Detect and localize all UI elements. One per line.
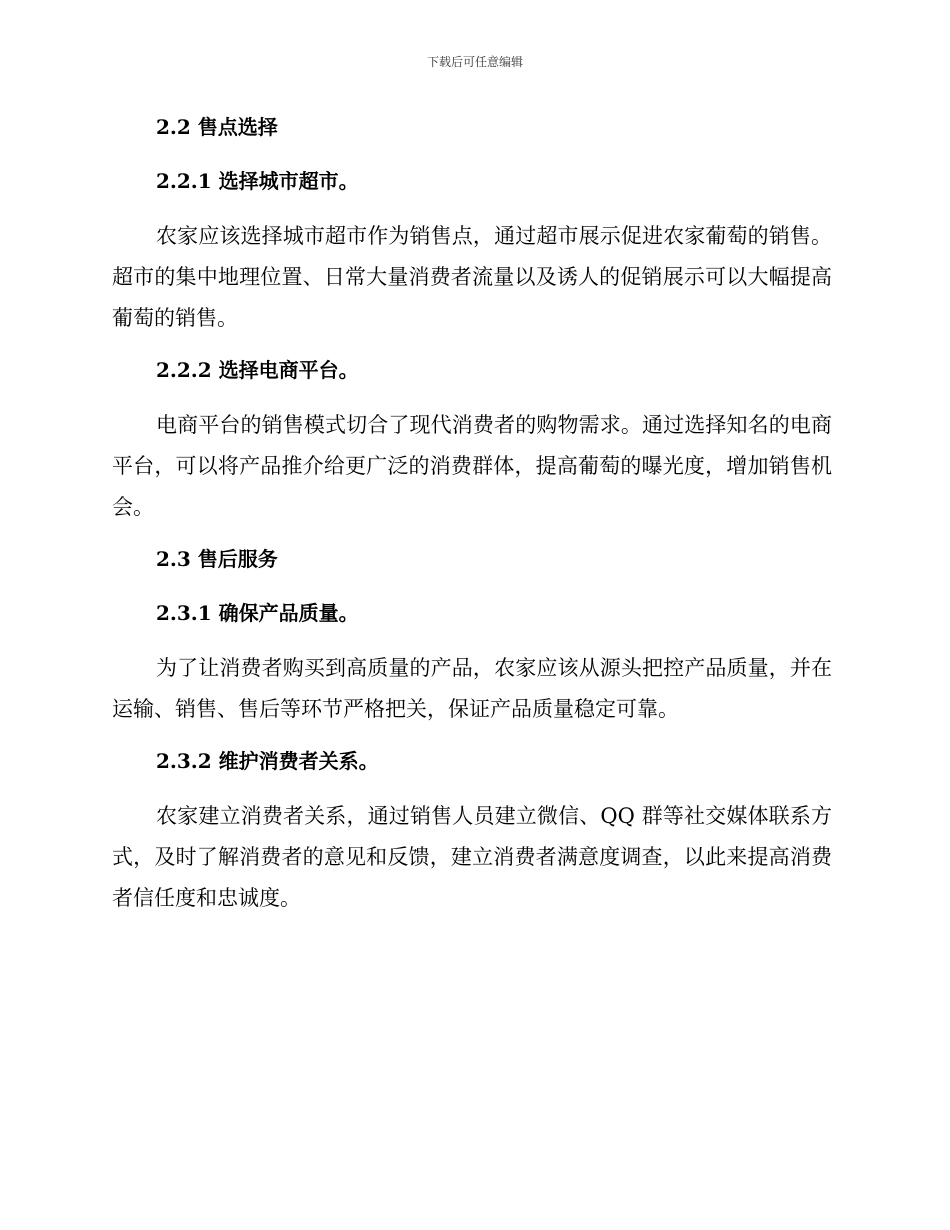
subsection-heading-2-3-1: 2.3.1 确保产品质量。	[156, 601, 359, 625]
subsection-heading-2-2-2: 2.2.2 选择电商平台。	[156, 358, 359, 382]
paragraph-ecommerce: 电商平台的销售模式切合了现代消费者的购物需求。通过选择知名的电商平台，可以将产品推介给更广泛的消费群体，提高葡萄的曝光度，增加销售机会。	[112, 413, 832, 519]
section-heading-2-2: 2.2 售点选择	[156, 115, 278, 139]
section-heading-2-3: 2.3 售后服务	[156, 547, 278, 571]
subsection-heading-2-3-2: 2.3.2 维护消费者关系。	[156, 749, 379, 773]
document-body	[112, 108, 832, 931]
page-header: 下载后可任意编辑	[426, 55, 523, 69]
paragraph-product-quality: 为了让消费者购买到高质量的产品，农家应该从源头把控产品质量，并在运输、销售、售后等环节严格把关，保证产品质量稳定可靠。	[112, 656, 832, 721]
subsection-heading-2-2-1: 2.2.1 选择城市超市。	[156, 169, 359, 193]
paragraph-city-supermarket: 农家应该选择城市超市作为销售点，通过超市展示促进农家葡萄的销售。超市的集中地理位置、日常大量消费者流量以及诱人的促销展示可以大幅提高葡萄的销售。	[112, 224, 832, 330]
paragraph-consumer-relations: 农家建立消费者关系，通过销售人员建立微信、QQ 群等社交媒体联系方式，及时了解消费者的意见和反馈，建立消费者满意度调查，以此来提高消费者信任度和忠诚度。	[112, 804, 832, 910]
